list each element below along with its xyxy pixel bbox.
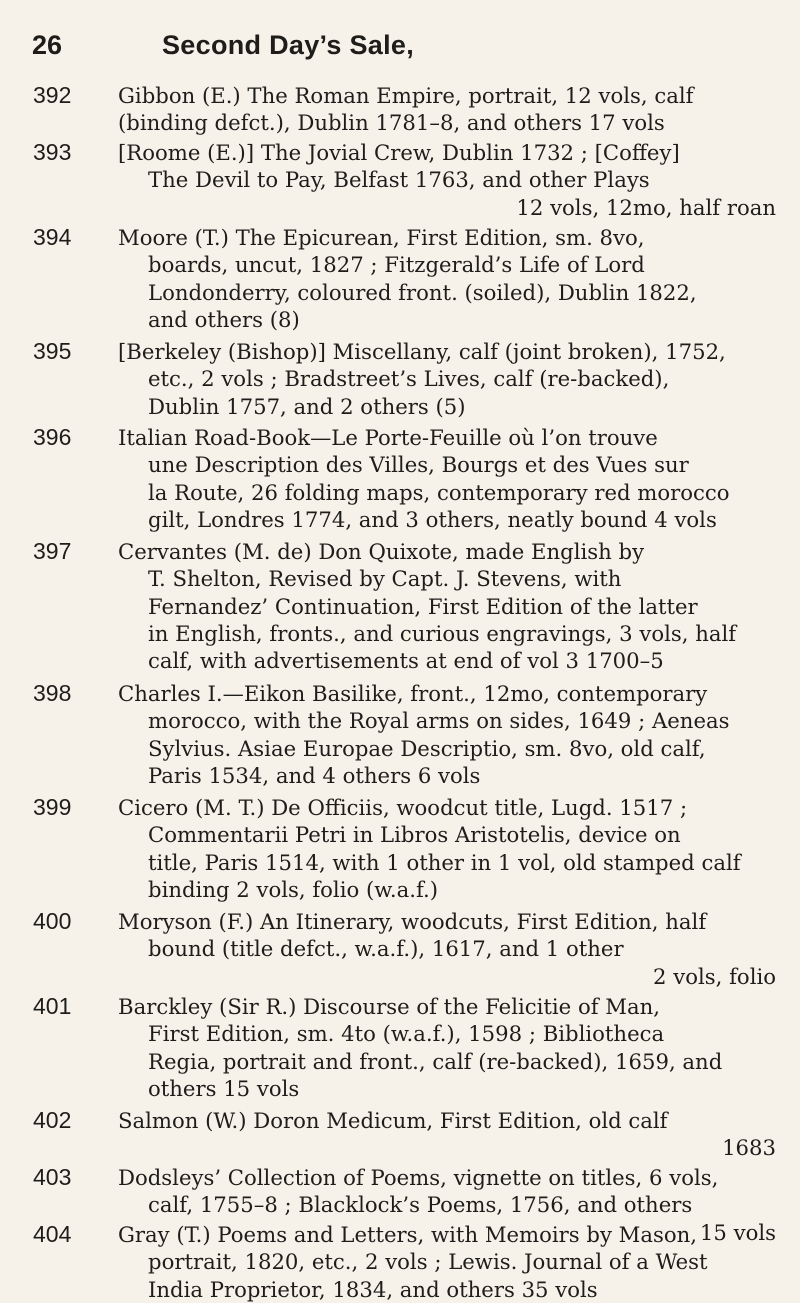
lot-line: une Description des Villes, Bourgs et des Vues sur	[148, 452, 689, 478]
lot-number: 397	[33, 538, 72, 564]
lot-line: Sylvius. Asiae Europae Descriptio, sm. 8vo, old calf,	[148, 735, 706, 761]
lot-description	[118, 139, 776, 221]
lot-description	[118, 794, 776, 903]
lot-number: 395	[33, 338, 72, 364]
lot-line: Italian Road-Book—Le Porte-Feuille où l’on trouve	[118, 425, 658, 450]
lot-line: others 15 vols	[148, 1075, 300, 1101]
lot-line: Dublin 1757, and 2 others (5)	[148, 393, 466, 419]
lot-line: 2 vols, folio	[653, 963, 776, 989]
lot-line: Dodsleys’ Collection of Poems, vignette on titles, 6 vols,	[118, 1165, 719, 1190]
lot-line: portrait, 1820, etc., 2 vols ; Lewis. Journal of a West	[148, 1249, 708, 1275]
page-number: 26	[32, 30, 63, 60]
lot-line: Regia, portrait and front., calf (re-backed), 1659, and	[148, 1048, 723, 1074]
lot-description	[118, 908, 776, 990]
page-header	[32, 30, 778, 64]
running-head: Second Day’s Sale,	[162, 30, 415, 60]
lot-line: 15 vols	[699, 1219, 776, 1245]
lot-line: Cervantes (M. de) Don Quixote, made English by	[118, 539, 645, 564]
lot-line: T. Shelton, Revised by Capt. J. Stevens, with	[148, 566, 622, 592]
lot-line: Charles I.—Eikon Basilike, front., 12mo, contemporary	[118, 681, 708, 706]
lot-line: 12 vols, 12mo, half roan	[516, 194, 776, 220]
lot-line: Cicero (M. T.) De Officiis, woodcut title, Lugd. 1517 ;	[118, 795, 688, 820]
lot-number: 403	[33, 1164, 72, 1190]
lot-description	[118, 538, 776, 674]
lot-line: First Edition, sm. 4to (w.a.f.), 1598 ; Bibliotheca	[148, 1021, 665, 1047]
lot-line: in English, fronts., and curious engravings, 3 vols, half	[148, 620, 737, 646]
lot-line: (binding defct.), Dublin 1781–8, and others 17 vols	[118, 110, 665, 136]
lot-line: [Roome (E.)] The Jovial Crew, Dublin 1732 ; [Coffey]	[118, 140, 680, 165]
lot-line: boards, uncut, 1827 ; Fitzgerald’s Life of Lord	[148, 252, 645, 278]
lot-number: 396	[33, 424, 72, 450]
lot-line: Gray (T.) Poems and Letters, with Memoirs by Mason,	[118, 1222, 698, 1247]
lot-description	[118, 338, 776, 420]
lot-line: calf, 1755–8 ; Blacklock’s Poems, 1756, and others	[148, 1192, 693, 1218]
lot-number: 400	[33, 908, 72, 934]
lot-line: Barckley (Sir R.) Discourse of the Felicitie of Man,	[118, 994, 660, 1019]
lot-number: 401	[33, 993, 72, 1019]
lot-description	[118, 1221, 776, 1303]
lot-number: 394	[33, 224, 72, 250]
lot-line: title, Paris 1514, with 1 other in 1 vol, old stamped calf	[148, 849, 741, 875]
lot-number: 393	[33, 139, 72, 165]
lot-number: 402	[33, 1107, 72, 1133]
lot-line: morocco, with the Royal arms on sides, 1649 ; Aeneas	[148, 708, 730, 734]
lot-number: 404	[33, 1221, 72, 1247]
lot-line: and others (8)	[148, 306, 300, 332]
lot-description	[118, 1107, 776, 1162]
lot-line: gilt, Londres 1774, and 3 others, neatly bound 4 vols	[148, 506, 717, 532]
lot-line: Fernandez’ Continuation, First Edition of the latter	[148, 593, 698, 619]
lot-line: Salmon (W.) Doron Medicum, First Edition, old calf	[118, 1108, 668, 1133]
lot-number: 399	[33, 794, 72, 820]
lot-line: The Devil to Pay, Belfast 1763, and other Plays	[148, 167, 650, 193]
lot-line: Moore (T.) The Epicurean, First Edition, sm. 8vo,	[118, 225, 645, 250]
lot-line: etc., 2 vols ; Bradstreet’s Lives, calf (re-backed),	[148, 366, 670, 392]
lot-description	[118, 224, 776, 333]
lot-line: Commentarii Petri in Libros Aristotelis, device on	[148, 822, 681, 848]
lot-number: 398	[33, 680, 72, 706]
lot-line: Paris 1534, and 4 others 6 vols	[148, 762, 481, 788]
lot-line: [Berkeley (Bishop)] Miscellany, calf (joint broken), 1752,	[118, 339, 726, 364]
lot-line: Londonderry, coloured front. (soiled), Dublin 1822,	[148, 279, 697, 305]
lot-line: India Proprietor, 1834, and others 35 vols	[148, 1276, 598, 1302]
lot-description	[118, 424, 776, 533]
lot-description	[118, 82, 776, 137]
lot-line: binding 2 vols, folio (w.a.f.)	[148, 876, 439, 902]
lot-line: la Route, 26 folding maps, contemporary red morocco	[148, 479, 730, 505]
lot-line: 1683	[722, 1135, 776, 1161]
lot-line: calf, with advertisements at end of vol 3 1700–5	[148, 648, 664, 674]
lot-line: Moryson (F.) An Itinerary, woodcuts, First Edition, half	[118, 909, 707, 934]
lot-description	[118, 993, 776, 1102]
lot-line: Gibbon (E.) The Roman Empire, portrait, 12 vols, calf	[118, 83, 694, 108]
lot-description	[118, 680, 776, 789]
lot-number: 392	[33, 82, 72, 108]
lot-line: bound (title defct., w.a.f.), 1617, and 1 other	[148, 936, 624, 962]
